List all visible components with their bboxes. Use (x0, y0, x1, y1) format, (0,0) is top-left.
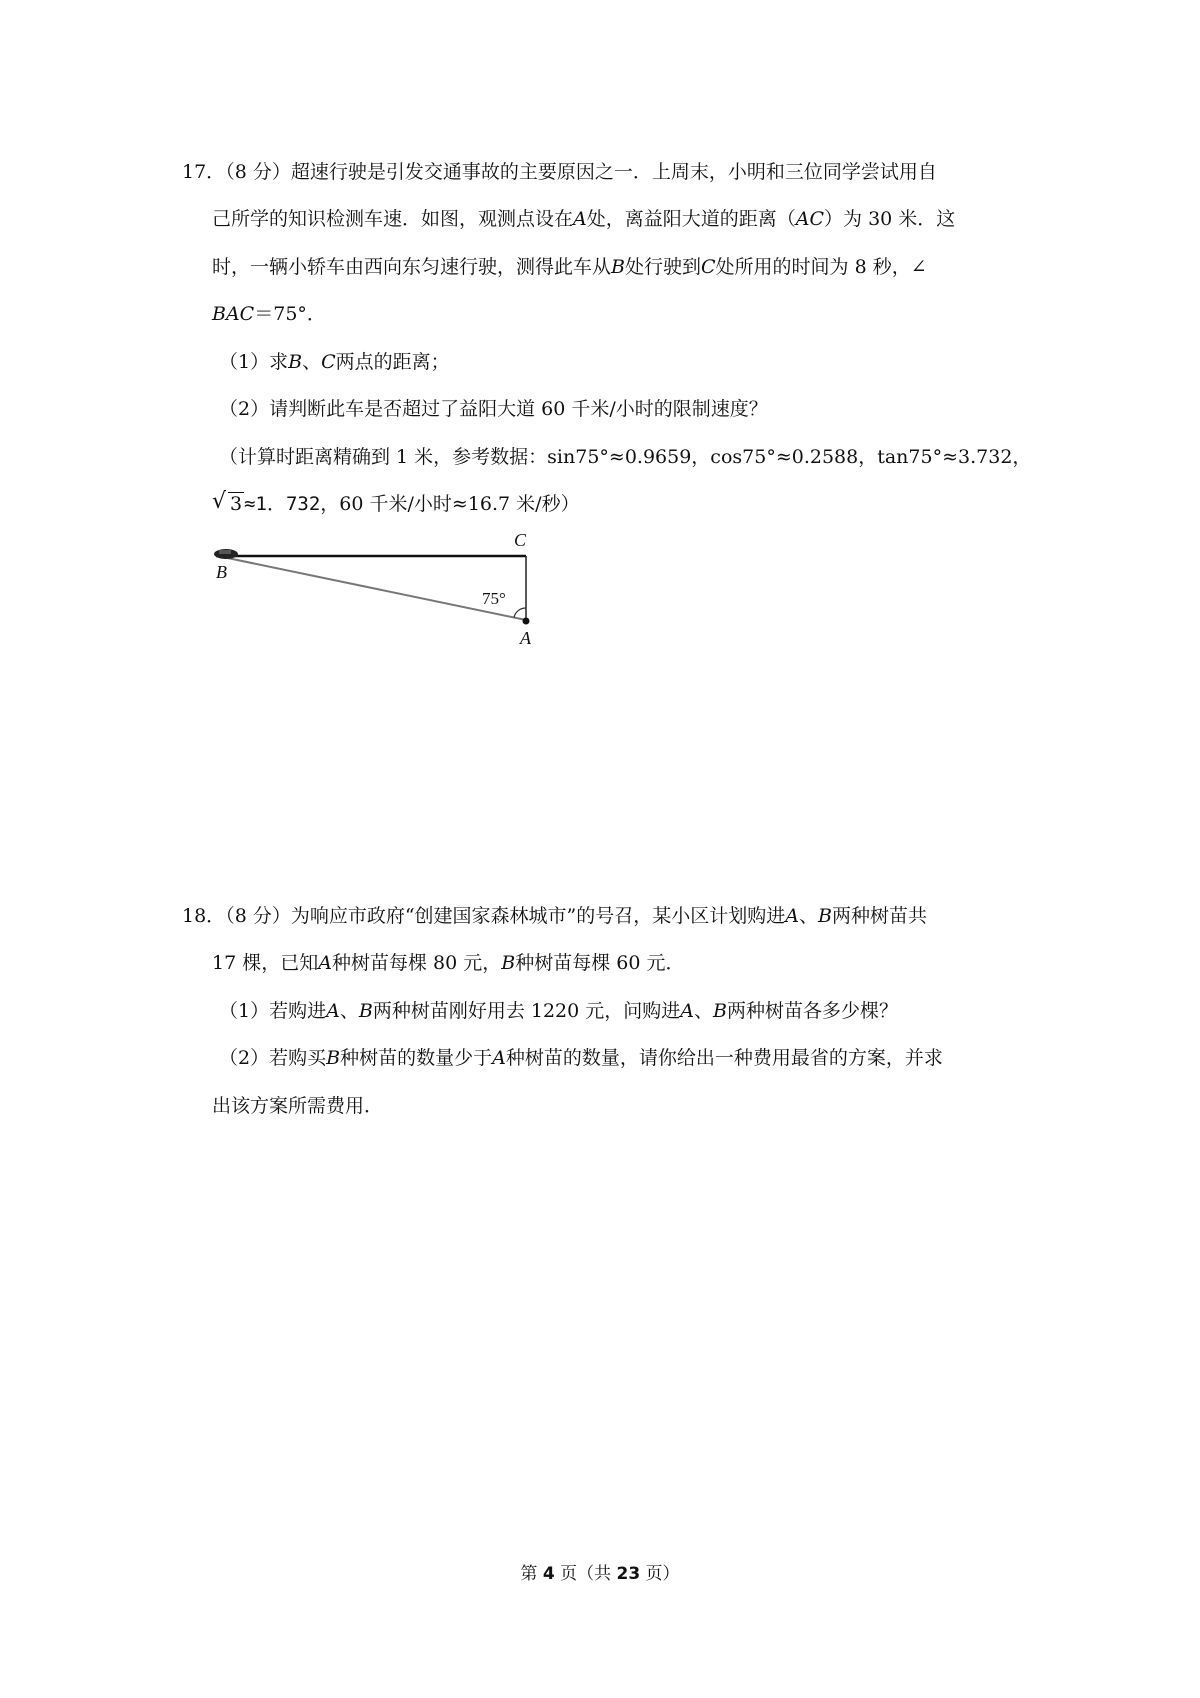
q18-part2-text: 出该方案所需费用． (212, 1095, 384, 1117)
q17-part2-text: （2）请判断此车是否超过了益阳大道 60 千米/小时的限制速度？ (219, 398, 768, 420)
q17-var: C (701, 256, 716, 278)
q18-stem-text: 种树苗每棵 80 元， (331, 952, 502, 974)
page-footer (0, 1562, 1200, 1586)
point-a-dot (523, 618, 530, 625)
label-b: B (216, 562, 227, 582)
q17-stem-text: 己所学的知识检测车速．如图，观测点设在 (212, 208, 574, 230)
q18-var: A (492, 1047, 506, 1069)
q17-var: BAC (212, 303, 255, 325)
line-ba (218, 556, 526, 620)
q18-part2-line2 (212, 1093, 383, 1119)
q17-part1 (219, 349, 450, 375)
q18-var: A (326, 1000, 340, 1022)
footer-text: 页） (640, 1564, 680, 1584)
label-a: A (520, 628, 531, 648)
q17-var: C (321, 351, 336, 373)
q18-stem-text: 为响应市政府“创建国家森林城市”的号召，某小区计划购进 (290, 905, 786, 927)
q18-var: A (318, 952, 332, 974)
q17-note-line1 (219, 444, 1031, 470)
q17-stem-text: 时，一辆小轿车由西向东匀速行驶，测得此车从 (212, 256, 612, 278)
q18-stem-text: 种树苗每棵 60 元． (515, 952, 685, 974)
q18-score: （8 分） (225, 905, 291, 927)
q17-line1 (182, 159, 937, 185)
q17-line3 (212, 254, 927, 280)
q18-part2-text: （2）若购买 (219, 1047, 327, 1069)
q17-part1-text: 、 (302, 351, 322, 373)
q17-var: B (288, 351, 303, 373)
q18-part1-text: 两种树苗各多少棵？ (726, 1000, 898, 1022)
q17-note-text: 60 千米/小时≈16.7 米/秒） (339, 493, 580, 515)
sqrt-radicand: 3 (230, 493, 243, 515)
q17-var: B (611, 256, 625, 278)
q17-line4 (212, 301, 326, 327)
footer-text: 第 (520, 1564, 543, 1584)
q18-var: B (713, 1000, 727, 1022)
q17-stem-text: ）为 30 米．这 (824, 208, 956, 230)
q17-line2 (212, 206, 955, 232)
q17-stem-text: 处，离益阳大道的距离（ (586, 208, 796, 230)
q18-var: B (358, 1000, 373, 1022)
page-number: 4 (542, 1564, 555, 1584)
q17-part1-text: 两点的距离； (335, 351, 450, 373)
q17-note-line2 (212, 491, 580, 517)
q18-part2 (219, 1045, 943, 1071)
q18-line2 (212, 950, 684, 976)
q17-stem-text: 处行驶到 (624, 256, 701, 278)
q18-var: A (680, 1000, 694, 1022)
q18-stem-text: 、 (799, 905, 819, 927)
q18-part1-text: 、 (693, 1000, 713, 1022)
q18-var: B (326, 1047, 341, 1069)
q17-score: （8 分） (225, 161, 291, 183)
angle-label: 75° (482, 589, 506, 608)
q17-stem-text: 处所用的时间为 8 秒，∠ (715, 256, 927, 278)
q17-part1-text: （1）求 (219, 351, 289, 373)
q18-part1-text: 、 (339, 1000, 359, 1022)
q18-var: A (785, 905, 799, 927)
q18-part2-text: 种树苗的数量少于 (340, 1047, 493, 1069)
footer-text: 页（共 (554, 1564, 617, 1584)
label-c: C (514, 530, 527, 550)
q17-note-text: （计算时距离精确到 1 米，参考数据：sin75°≈0.9659，cos75°≈0.2588，tan75°≈3.732， (219, 446, 1032, 468)
q18-var: B (818, 905, 832, 927)
q17-figure (212, 528, 542, 648)
q18-part1-text: 两种树苗刚好用去 1220 元，问购进 (372, 1000, 681, 1022)
q18-var: B (501, 952, 516, 974)
q18-stem-text: 17 棵，已知 (212, 952, 319, 974)
q18-part2-text: 种树苗的数量，请你给出一种费用最省的方案，并求 (505, 1047, 943, 1069)
q17-var: AC (795, 208, 825, 230)
car-icon (214, 549, 238, 559)
q17-stem-text: ＝75°． (254, 303, 326, 325)
q18-line1 (182, 903, 927, 929)
sqrt-expression (212, 491, 244, 517)
q17-stem-line1: 超速行驶是引发交通事故的主要原因之一．上周末，小明和三位同学尝试用自 (290, 161, 937, 183)
q18-part1 (219, 998, 898, 1024)
q18-number: 18． (182, 905, 226, 927)
q18-stem-text: 两种树苗共 (831, 905, 927, 927)
q17-number: 17． (182, 161, 226, 183)
angle-arc (514, 608, 526, 618)
total-pages: 23 (616, 1564, 641, 1584)
sqrt-icon: √ (212, 489, 227, 514)
q17-var: A (573, 208, 587, 230)
sqrt-value: ≈1．732， (244, 493, 340, 515)
q18-part1-text: （1）若购进 (219, 1000, 327, 1022)
q17-part2 (219, 396, 768, 422)
